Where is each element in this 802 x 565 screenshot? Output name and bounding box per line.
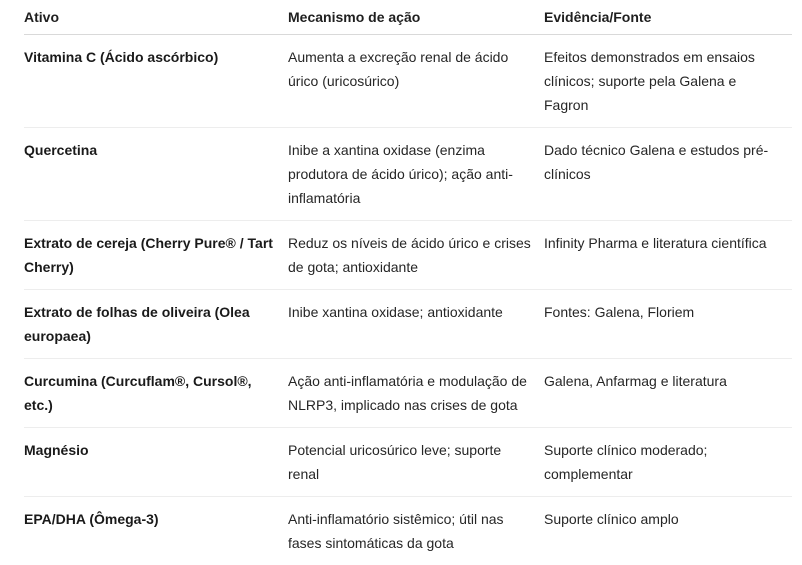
cell-mecanismo: Anti-inflamatório sistêmico; útil nas fases sintomáticas da gota: [288, 497, 544, 565]
cell-evidencia: Fontes: Galena, Floriem: [544, 290, 792, 359]
cell-mecanismo: Inibe a xantina oxidase (enzima produtora de ácido úrico); ação anti-inflamatória: [288, 128, 544, 221]
cell-mecanismo: Reduz os níveis de ácido úrico e crises de gota; antioxidante: [288, 221, 544, 290]
table-row: [24, 359, 792, 428]
cell-ativo: Curcumina (Curcuflam®, Cursol®, etc.): [24, 359, 288, 428]
cell-ativo: EPA/DHA (Ômega-3): [24, 497, 288, 565]
table-row: [24, 290, 792, 359]
cell-ativo: Extrato de cereja (Cherry Pure® / Tart Cherry): [24, 221, 288, 290]
table-row: [24, 221, 792, 290]
cell-ativo: Vitamina C (Ácido ascórbico): [24, 35, 288, 128]
header-row: [24, 0, 792, 35]
cell-mecanismo: Ação anti-inflamatória e modulação de NLRP3, implicado nas crises de gota: [288, 359, 544, 428]
cell-evidencia: Suporte clínico moderado; complementar: [544, 428, 792, 497]
table-body: [24, 35, 792, 565]
header-mecanismo: Mecanismo de ação: [288, 0, 544, 35]
cell-mecanismo: Potencial uricosúrico leve; suporte renal: [288, 428, 544, 497]
cell-evidencia: Galena, Anfarmag e literatura: [544, 359, 792, 428]
actives-table: [24, 0, 792, 565]
cell-mecanismo: Inibe xantina oxidase; antioxidante: [288, 290, 544, 359]
cell-ativo: Extrato de folhas de oliveira (Olea europaea): [24, 290, 288, 359]
cell-evidencia: Efeitos demonstrados em ensaios clínicos; suporte pela Galena e Fagron: [544, 35, 792, 128]
cell-evidencia: Infinity Pharma e literatura científica: [544, 221, 792, 290]
cell-ativo: Magnésio: [24, 428, 288, 497]
cell-mecanismo: Aumenta a excreção renal de ácido úrico (uricosúrico): [288, 35, 544, 128]
table-row: [24, 497, 792, 565]
table-header: [24, 0, 792, 35]
table-row: [24, 428, 792, 497]
header-evidencia: Evidência/Fonte: [544, 0, 792, 35]
header-ativo: Ativo: [24, 0, 288, 35]
table-row: [24, 35, 792, 128]
cell-ativo: Quercetina: [24, 128, 288, 221]
table-row: [24, 128, 792, 221]
cell-evidencia: Dado técnico Galena e estudos pré-clínicos: [544, 128, 792, 221]
cell-evidencia: Suporte clínico amplo: [544, 497, 792, 565]
